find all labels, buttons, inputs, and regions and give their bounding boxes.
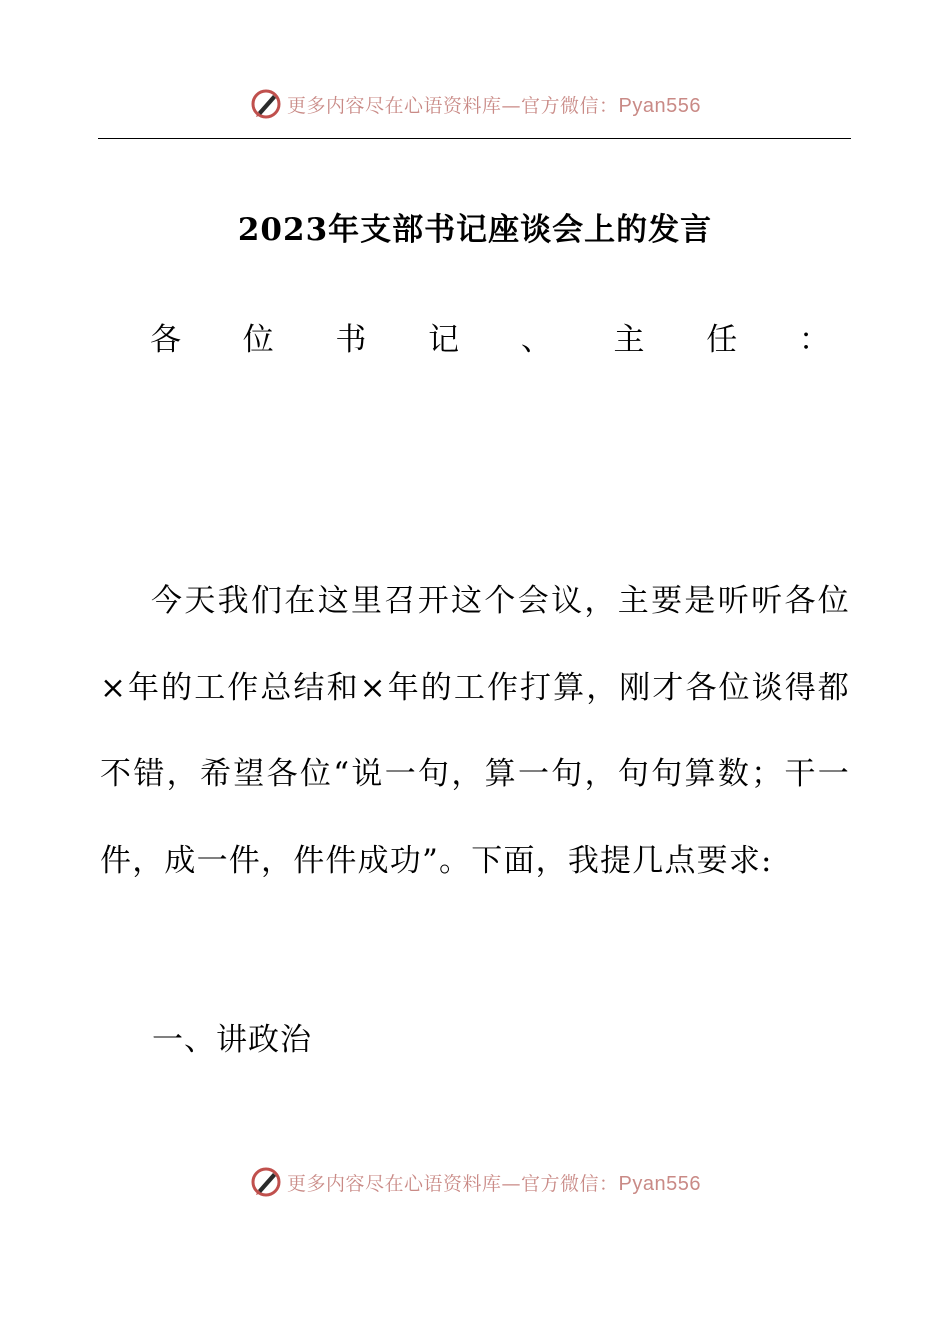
body-paragraph: 今天我们在这里召开这个会议，主要是听听各位×年的工作总结和×年的工作打算，刚才各位谈得都不错，希望各位“说一句，算一句，句句算数；干一件，成一件，件件成功”。下面，我提几点要求: <box>100 583 851 879</box>
watermark-handle: Pyan556 <box>618 1172 701 1195</box>
salutation-char: 位 <box>242 321 274 358</box>
salutation <box>150 312 830 360</box>
salutation-char: 各 <box>150 321 181 358</box>
salutation-char: ： <box>798 321 830 358</box>
pen-seal-logo-icon <box>249 87 283 121</box>
salutation-char: 、 <box>520 321 552 358</box>
document-title: 2023年支部书记座谈会上的发言 <box>237 212 713 248</box>
salutation-char: 主 <box>613 321 645 358</box>
salutation-char: 任 <box>706 321 738 358</box>
footer-watermark <box>0 1162 950 1202</box>
pen-seal-logo-icon <box>249 1165 283 1199</box>
salutation-char: 书 <box>335 321 367 358</box>
watermark-text: 更多内容尽在心语资料库—官方微信：Pyan556 <box>287 1172 701 1195</box>
header-watermark <box>0 84 950 124</box>
salutation-char: 记 <box>428 321 460 358</box>
watermark-text: 更多内容尽在心语资料库—官方微信：Pyan556 <box>287 94 701 117</box>
watermark-handle: Pyan556 <box>618 94 701 117</box>
section-heading: 一、讲政治 <box>152 1022 312 1058</box>
header-rule <box>98 138 851 139</box>
